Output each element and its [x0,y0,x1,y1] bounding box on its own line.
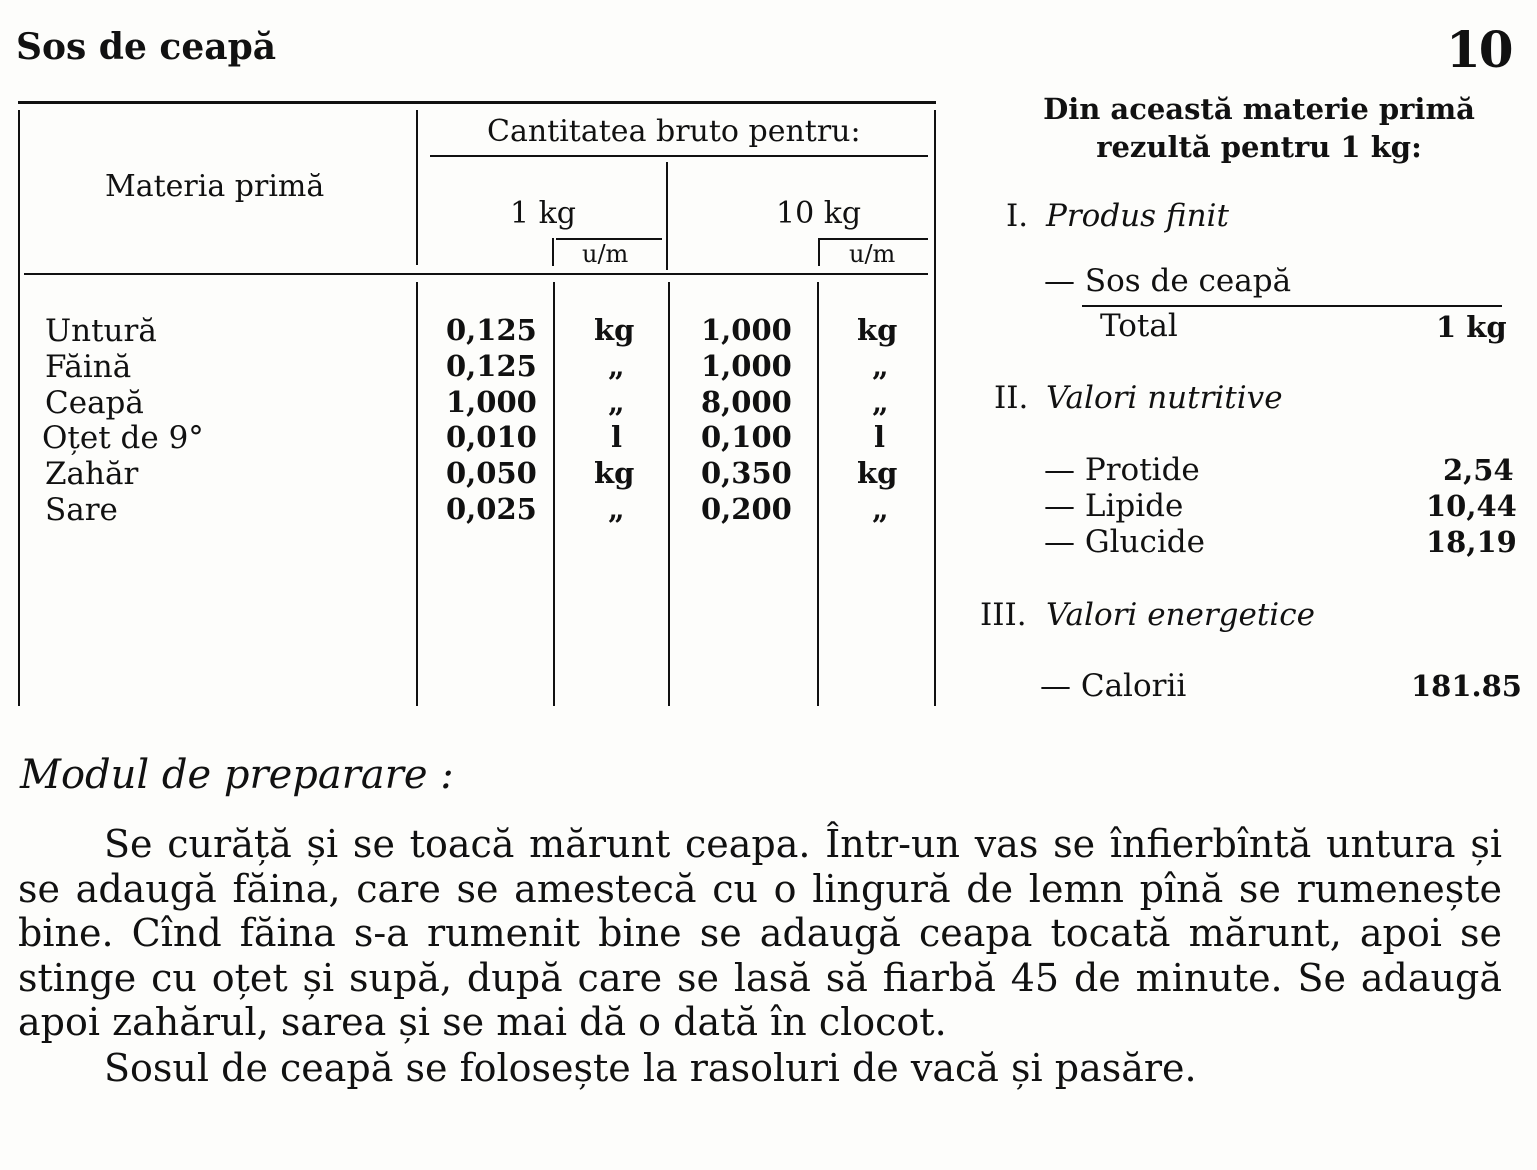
qty-1kg: 1,000 [446,385,537,419]
calories-label: — Calorii [1040,668,1187,704]
section-2-numeral: II. [994,380,1029,416]
ingredient-name: Ceapă [45,385,144,421]
nutrient-label: — Glucide [1044,524,1205,560]
qty-1kg: 0,025 [446,492,537,526]
col-divider-1 [416,282,418,706]
unit-1kg: l [611,420,623,454]
header-um-10kg: u/m [849,240,896,268]
page-number: 10 [1446,20,1512,79]
section-1-numeral: I. [1006,198,1029,234]
calories-value: 181.85 [1411,669,1522,703]
qty-1kg: 0,050 [446,456,537,490]
unit-1kg: „ [608,492,625,526]
nutrient-label: — Protide [1044,452,1200,488]
header-bottom-rule [24,273,928,275]
ingredient-name: Sare [45,492,118,528]
qty-10kg: 0,350 [701,456,792,490]
qty-10kg: 0,200 [701,492,792,526]
unit-1kg: kg [594,456,635,490]
unit-10kg: „ [872,492,889,526]
unit-10kg: „ [872,385,889,419]
col-divider-um-1kg [553,282,555,706]
group-header-rule [430,155,928,157]
qty-1kg: 0,010 [446,420,537,454]
um-tick-10kg [818,238,820,266]
um-tick-1kg [552,238,554,266]
header-1kg: 1 kg [510,196,577,231]
qty-10kg: 0,100 [701,420,792,454]
total-label: Total [1100,308,1178,344]
qty-10kg: 8,000 [701,385,792,419]
section-3-title: Valori energetice [1046,597,1315,633]
table-right-border [934,110,936,706]
unit-1kg: „ [608,349,625,383]
unit-10kg: „ [872,349,889,383]
nutrient-value: 10,44 [1426,489,1517,523]
col-divider-um-10kg [817,282,819,706]
ingredient-name: Făină [45,349,132,385]
ingredient-name: Untură [45,313,157,349]
unit-10kg: l [874,420,886,454]
col-divider-header-1 [416,110,418,265]
unit-10kg: kg [857,456,898,490]
results-heading: Din această materie primă rezultă pentru 1 kg: [1043,92,1475,164]
ingredient-name: Oțet de 9° [42,420,204,456]
table-top-rule [18,101,936,104]
header-materia-prima: Materia primă [105,169,325,204]
product-item: — Sos de ceapă [1044,263,1292,299]
unit-10kg: kg [857,313,898,347]
header-um-1kg: u/m [582,240,629,268]
recipe-title: Sos de ceapă [16,26,277,68]
preparation-title: Modul de preparare : [20,752,454,798]
qty-1kg: 0,125 [446,349,537,383]
preparation-paragraph-2: Sosul de ceapă se folosește la rasoluri de vacă și pasăre. [104,1046,1197,1090]
header-10kg: 10 kg [776,196,862,231]
qty-1kg: 0,125 [446,313,537,347]
qty-10kg: 1,000 [701,313,792,347]
total-rule [1082,305,1502,307]
nutrient-value: 2,54 [1443,453,1514,487]
header-cantitatea: Cantitatea bruto pentru: [487,114,861,149]
nutrient-label: — Lipide [1044,488,1184,524]
total-value: 1 kg [1436,310,1507,344]
qty-10kg: 1,000 [701,349,792,383]
section-3-numeral: III. [980,597,1027,633]
ingredient-name: Zahăr [45,456,139,492]
unit-1kg: kg [594,313,635,347]
nutrient-value: 18,19 [1426,525,1517,559]
table-left-border [18,110,20,706]
section-2-title: Valori nutritive [1046,380,1283,416]
section-1-title: Produs finit [1046,198,1229,234]
preparation-paragraph-1: Se curăță și se toacă mărunt ceapa. Într-un vas se înfierbîntă untura și se adaugă făina, care se amestecă cu o lingură de lemn pînă se rumenește bine. Cînd făina s-a rumenit bine se adaugă ceapa tocată mărunt, apoi se stinge cu oțet și supă, după care se lasă să fiarbă 45 de minute. Se adaugă apoi zahărul, sarea și se mai dă o dată în clocot. [18,822,1502,1044]
col-divider-header-2 [666,162,668,270]
col-divider-2 [668,282,670,706]
unit-1kg: „ [608,385,625,419]
